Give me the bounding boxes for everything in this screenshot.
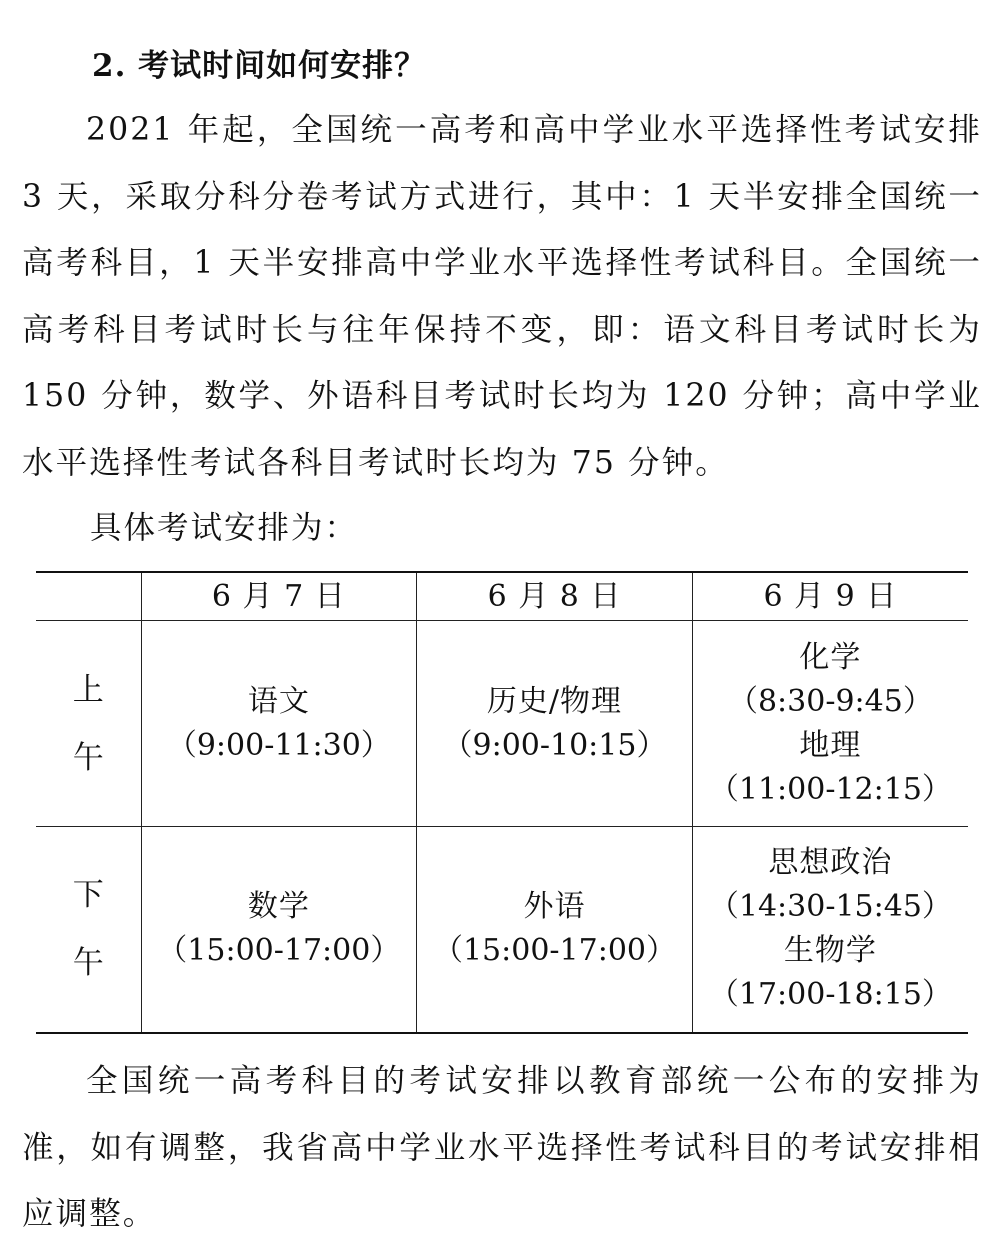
- subject-name: 语文: [247, 683, 310, 719]
- subject-name: 历史/物理: [486, 683, 623, 719]
- exam-cell: [692, 827, 968, 1033]
- exam-schedule-table: [36, 571, 968, 1034]
- intro-paragraph: 2021 年起，全国统一高考和高中学业水平选择性考试安排 3 天，采取分科分卷考试方式进行，其中：1 天半安排全国统一高考科目，1 天半安排高中学业水平选择性考试科目。全国统一高考科目考试时长与往年保持不变，即：语文科目考试时长为 150 分钟，数学、外语科目考试时长均为 120 分钟；高中学业水平选择性考试各科目考试时长均为 75 分钟。: [22, 112, 982, 481]
- exam-cell: [692, 621, 968, 827]
- exam-time: （9:00-11:30）: [166, 727, 391, 763]
- exam-time: （11:00-12:15）: [708, 771, 952, 807]
- date-header: [417, 572, 693, 621]
- section-heading: 2. 考试时间如何安排？: [92, 48, 427, 84]
- subject-name: 思想政治: [768, 845, 893, 881]
- period-cell: [36, 827, 141, 1033]
- subject-name: 外语: [523, 889, 586, 925]
- period-label: 上午: [72, 671, 104, 776]
- exam-time: （15:00-17:00）: [432, 933, 676, 969]
- subject-name: 化学: [799, 639, 862, 675]
- subject-name: 生物学: [783, 933, 877, 969]
- exam-cell: [141, 827, 417, 1033]
- exam-time: （8:30-9:45）: [727, 683, 933, 719]
- date-header: [141, 572, 417, 621]
- date-label: 6 月 9 日: [763, 578, 898, 614]
- period-cell: [36, 621, 141, 827]
- subject-name: 数学: [247, 889, 310, 925]
- table-header-row: [36, 572, 968, 621]
- date-label: 6 月 8 日: [487, 578, 622, 614]
- afternoon-row: [36, 827, 968, 1033]
- exam-cell: [417, 621, 693, 827]
- exam-time: （14:30-15:45）: [708, 889, 952, 925]
- date-header: [692, 572, 968, 621]
- table-lead-text: 具体考试安排为：: [90, 510, 359, 546]
- morning-row: [36, 621, 968, 827]
- exam-time: （17:00-18:15）: [708, 977, 952, 1013]
- subject-name: 地理: [799, 727, 862, 763]
- exam-time: （9:00-10:15）: [442, 727, 667, 763]
- closing-paragraph: 全国统一高考科目的考试安排以教育部统一公布的安排为准，如有调整，我省高中学业水平选择性考试科目的考试安排相应调整。: [22, 1063, 982, 1233]
- exam-cell: [417, 827, 693, 1033]
- corner-cell: [36, 572, 141, 621]
- date-label: 6 月 7 日: [211, 578, 346, 614]
- exam-cell: [141, 621, 417, 827]
- period-label: 下午: [72, 877, 104, 982]
- exam-time: （15:00-17:00）: [157, 933, 401, 969]
